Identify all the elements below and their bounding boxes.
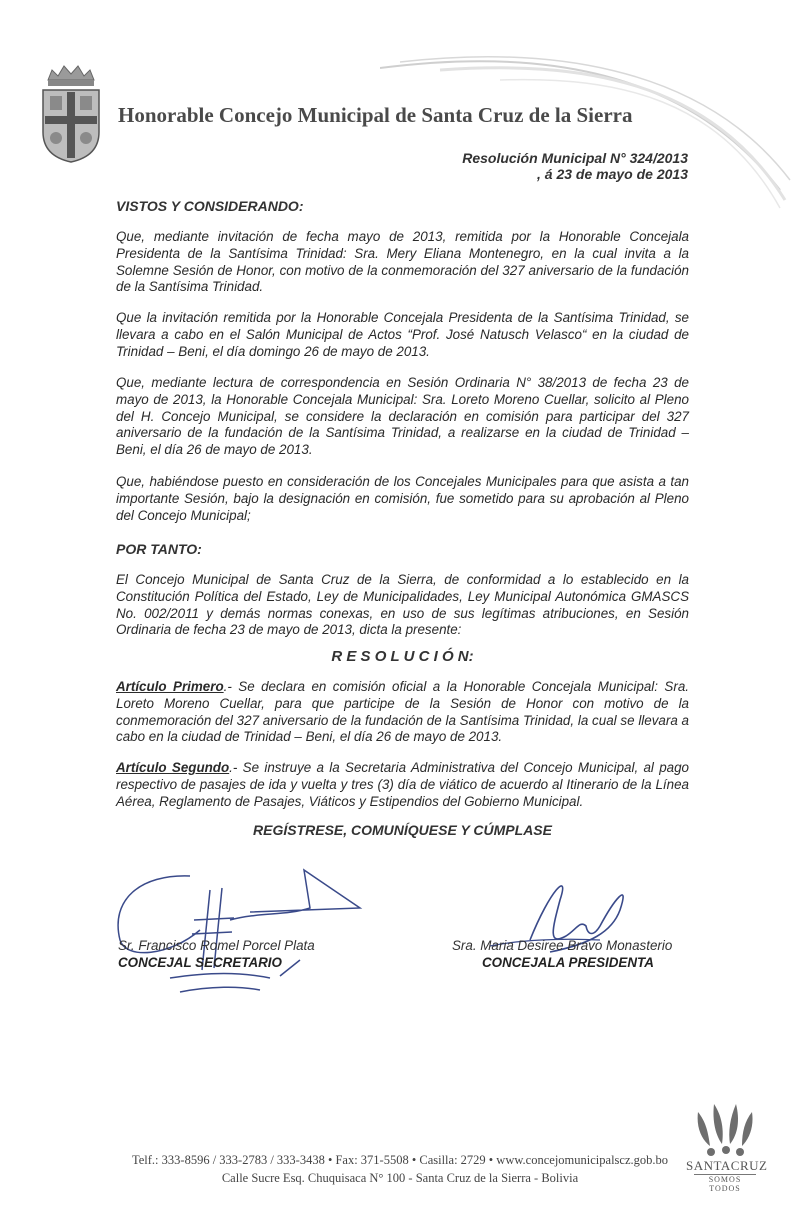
articulo-segundo-text: .- Se instruye a la Secretaria Administrativa del Concejo Municipal, al pago respectivo de pasajes de ida y vuelta y tres (3) día de viático de acuerdo al Itinerario de la Línea Aérea, Reglamento de Pasajes, Viáticos y Estipendios del Gobierno Municipal. (116, 760, 689, 809)
resolution-date: , á 23 de mayo de 2013 (537, 166, 688, 182)
left-signatory-role: CONCEJAL SECRETARIO (118, 955, 282, 970)
closing-formula: REGÍSTRESE, COMUNÍQUESE Y CÚMPLASE (253, 822, 552, 838)
considerando-paragraph-1: Que, mediante invitación de fecha mayo de 2013, remitida por la Honorable Concejala Presidenta de la Santísima Trinidad: Sra. Mery Eliana Montenegro, en la cual invita a la Solemne Sesión de Honor, con motivo de la conmemoración del 327 aniversario de la fundación de la Santísima Trinidad. (116, 229, 689, 295)
footer-contact-line: Telf.: 333-8596 / 333-2783 / 333-3438 • Fax: 371-5508 • Casilla: 2729 • www.concejomunicipalscz.gob.bo (131, 1153, 669, 1167)
left-handwritten-signature (110, 860, 380, 1000)
right-signatory-name: Sra. Maria Desiree Bravo Monasterio (452, 938, 673, 953)
organization-title: Honorable Concejo Municipal de Santa Cruz de la Sierra (118, 103, 633, 127)
right-signatory-role: CONCEJALA PRESIDENTA (482, 955, 654, 970)
por-tanto-paragraph: El Concejo Municipal de Santa Cruz de la Sierra, de conformidad a lo establecido en la Constitución Política del Estado, Ley de Municipalidades, Ley Municipal Autonómica GMASCS No. 002/2011 y demás normas conexas, en uso de sus legítimas atribuciones, en Sesión Ordinaria de fecha 23 de mayo de 2013, dicta la presente: (116, 572, 689, 638)
left-signatory-name: Sr. Francisco Romel Porcel Plata (118, 938, 315, 953)
resolution-number: Resolución Municipal N° 324/2013 (462, 150, 688, 166)
articulo-segundo (116, 760, 689, 810)
considerando-paragraph-3: Que, mediante lectura de correspondencia en Sesión Ordinaria N° 38/2013 de fecha 23 de mayo de 2013, la Honorable Concejala Municipal: Sra. Loreto Moreno Cuellar, solicito al Pleno del H. Concejo Municipal, se considere la declaración en comisión para participar del 327 aniversario de la fundación de la Santísima Trinidad, a realizarse en la ciudad de Trinidad – Beni, el día 26 de mayo de 2013. (116, 375, 689, 458)
coat-of-arms-icon (38, 62, 104, 164)
por-tanto-heading: POR TANTO: (116, 541, 202, 557)
articulo-primero-text: .- Se declara en comisión oficial a la Honorable Concejala Municipal: Sra. Loreto Moreno Cuellar, para que participe de la Sesión de Honor con motivo de la conmemoración del 327 aniversario de la fundación de la Santísima Trinidad, la cual se llevara a cabo en la ciudad de Trinidad – Beni, el día 26 de mayo de 2013. (116, 679, 689, 745)
articulo-segundo-label: Artículo Segundo (116, 760, 230, 775)
resolution-reference (462, 150, 688, 182)
resolucion-heading: R E S O L U C I Ó N: (331, 648, 474, 665)
footer-address-line: Calle Sucre Esq. Chuquisaca N° 100 - Santa Cruz de la Sierra - Bolivia (221, 1171, 579, 1185)
vistos-heading: VISTOS Y CONSIDERANDO: (116, 198, 304, 214)
logo-main-text: SANTACRUZ (686, 1158, 768, 1173)
articulo-primero (116, 679, 689, 746)
logo-sub-text: SOMOS TODOS (694, 1174, 756, 1193)
considerando-paragraph-4: Que, habiéndose puesto en consideración de los Concejales Municipales para que asista a tan importante Sesión, bajo la designación en comisión, fue sometido para su aprobación al Pleno del Concejo Municipal; (116, 474, 689, 523)
articulo-primero-label: Artículo Primero (116, 679, 224, 694)
considerando-paragraph-2: Que la invitación remitida por la Honorable Concejala Presidenta de la Santísima Trinidad, se llevara a cabo en el Salón Municipal de Actos “Prof. José Natusch Velasco“ en la ciudad de Trinidad – Beni, el día domingo 26 de mayo de 2013. (116, 310, 689, 359)
